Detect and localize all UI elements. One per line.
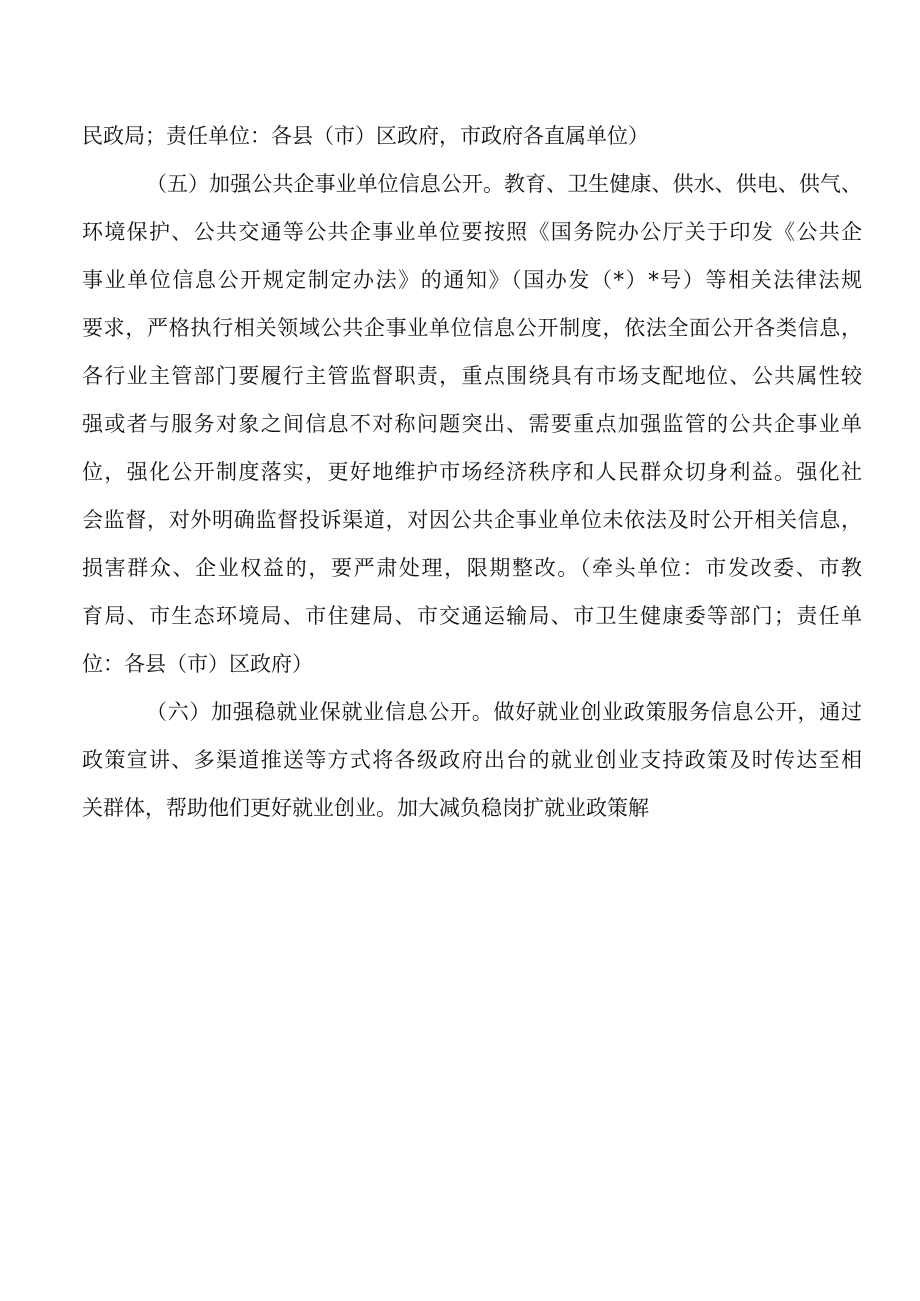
text-line: 位：各县（市）区政府）	[82, 652, 313, 676]
text-line: 各行业主管部门要履行主管监督职责，重点围绕具有市场支配地位、公共属性较	[82, 364, 862, 388]
paragraph-heading-line: （五）加强公共企事业单位信息公开。教育、卫生健康、供水、供电、供气、	[146, 172, 862, 196]
text-line: 关群体，帮助他们更好就业创业。加大减负稳岗扩就业政策解	[82, 796, 649, 820]
paragraph-heading-line: （六）加强稳就业保就业信息公开。做好就业创业政策服务信息公开，通过	[146, 700, 862, 724]
text-line: 损害群众、企业权益的，要严肃处理，限期整改。（牵头单位：市发改委、市教	[82, 556, 862, 580]
text-line: 位，强化公开制度落实，更好地维护市场经济秩序和人民群众切身利益。强化社	[82, 460, 862, 484]
text-line: 育局、市生态环境局、市住建局、市交通运输局、市卫生健康委等部门；责任单	[82, 604, 862, 628]
text-line: 会监督，对外明确监督投诉渠道，对因公共企事业单位未依法及时公开相关信息，	[82, 508, 862, 532]
text-line: 政策宣讲、多渠道推送等方式将各级政府出台的就业创业支持政策及时传达至相	[82, 748, 862, 772]
text-line: 事业单位信息公开规定制定办法》的通知》（国办发（*）*号）等相关法律法规	[82, 268, 862, 292]
text-line: 环境保护、公共交通等公共企事业单位要按照《国务院办公厅关于印发《公共企	[82, 220, 862, 244]
text-line: 强或者与服务对象之间信息不对称问题突出、需要重点加强监管的公共企事业单	[82, 412, 862, 436]
text-line: 要求，严格执行相关领域公共企事业单位信息公开制度，依法全面公开各类信息，	[82, 316, 862, 340]
text-line: 民政局；责任单位：各县（市）区政府，市政府各直属单位）	[82, 124, 649, 148]
